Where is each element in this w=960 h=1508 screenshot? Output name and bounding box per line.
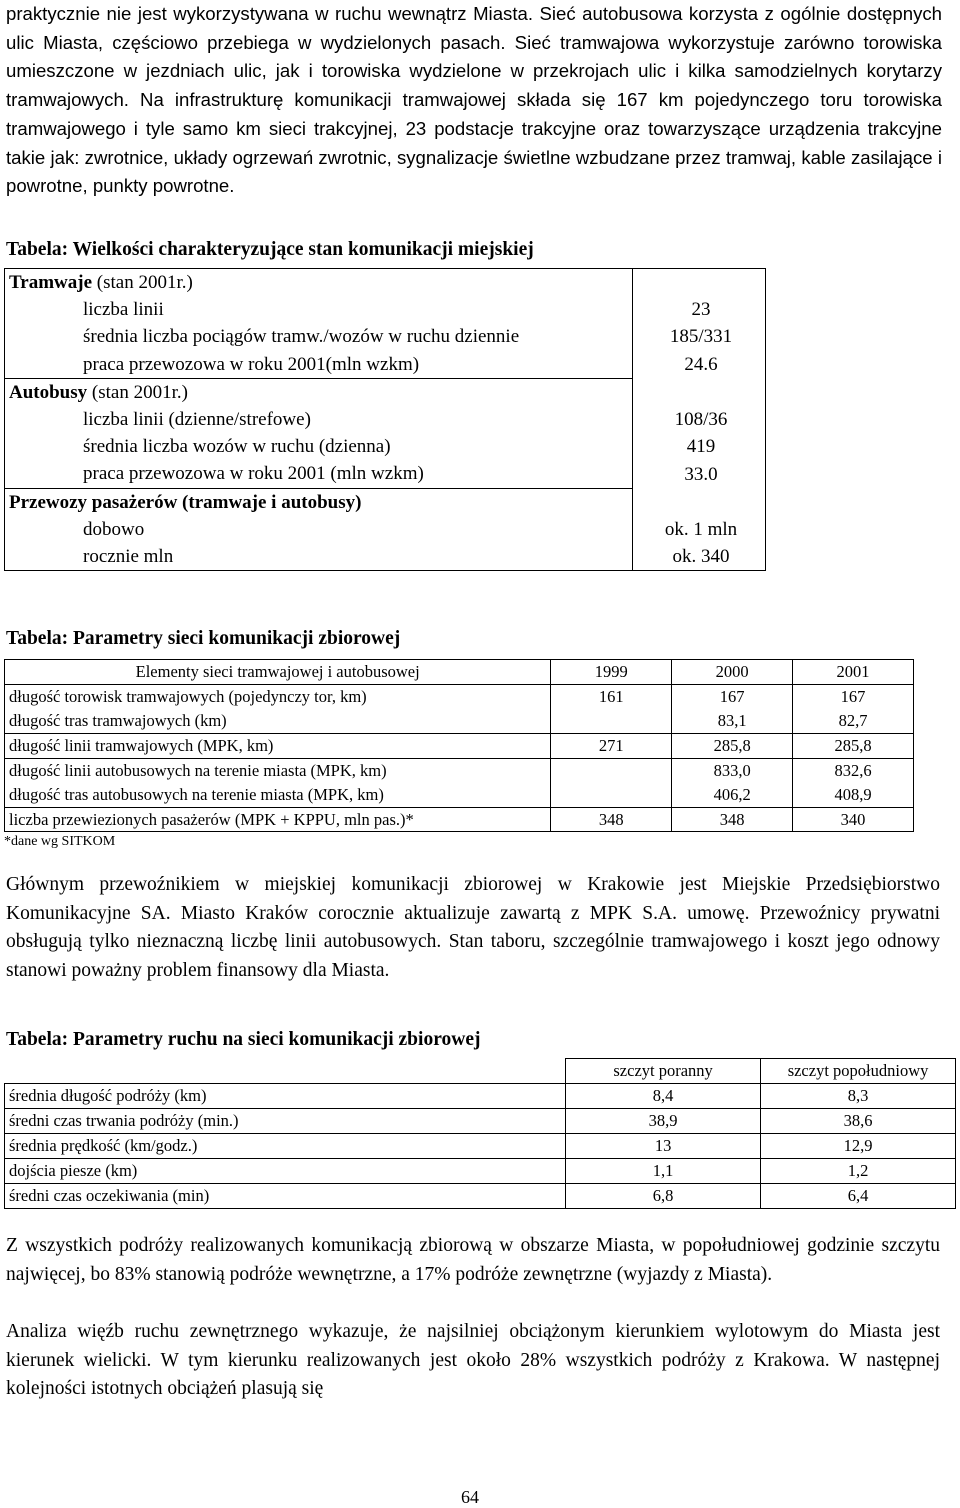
- table-row: rocznie mln ok. 340: [5, 543, 766, 571]
- table-section-buses: Autobusy (stan 2001r.): [5, 378, 766, 406]
- table-traffic-parameters: [4, 1058, 956, 1209]
- table-row: średnia długość podróży (km) 8,4 8,3: [5, 1084, 956, 1109]
- table-row: średnia liczba pociągów tramw./wozów w ruchu dziennie 185/331: [5, 323, 766, 350]
- table-row: średnia prędkość (km/godz.) 13 12,9: [5, 1134, 956, 1159]
- table2-caption: Tabela: Parametry sieci komunikacji zbiorowej: [6, 628, 401, 649]
- table-transport-stats: [4, 268, 766, 571]
- table-row: średni czas trwania podróży (min.) 38,9 38,6: [5, 1109, 956, 1134]
- paragraph-traffic-analysis: Analiza więźb ruchu zewnętrznego wykazuje, że najsilniej obciążonym kierunkiem wylotowym do Miasta jest kierunek wielicki. W tym kierunku realizowanych jest około 28% wszystkich podróży z Krakowa. W następnej kolejności istotnych obciążeń plasują się: [6, 1321, 940, 1400]
- header-2000: 2000: [672, 660, 793, 685]
- table-row: średnia liczba wozów w ruchu (dzienna) 419: [5, 433, 766, 460]
- table1-caption: Tabela: Wielkości charakteryzujące stan komunikacji miejskiej: [6, 239, 534, 260]
- table-section-passengers: Przewozy pasażerów (tramwaje i autobusy): [5, 488, 766, 516]
- table-row: długość linii autobusowych na terenie miasta (MPK, km) długość tras autobusowych na terenie miasta (MPK, km) 833,0 406,2 832,6 408,9: [5, 758, 914, 807]
- table-row: dojścia piesze (km) 1,1 1,2: [5, 1159, 956, 1184]
- header-2001: 2001: [793, 660, 914, 685]
- table2-footnote: *dane wg SITKOM: [4, 834, 116, 849]
- table-row: liczba linii (dzienne/strefowe) 108/36: [5, 406, 766, 433]
- table3-caption: Tabela: Parametry ruchu na sieci komunikacji zbiorowej: [6, 1029, 481, 1050]
- table-section-trams: [5, 269, 766, 297]
- table-row: liczba przewiezionych pasażerów (MPK + KPPU, mln pas.)* 348 348 340: [5, 807, 914, 832]
- header-afternoon-peak: szczyt popołudniowy: [761, 1059, 956, 1084]
- table-network-parameters: [4, 659, 914, 832]
- table-row: praca przewozowa w roku 2001(mln wzkm) 24.6: [5, 351, 766, 379]
- table-row: liczba linii 23: [5, 296, 766, 323]
- table-row: praca przewozowa w roku 2001 (mln wzkm) 33.0: [5, 460, 766, 488]
- table-header-row: [5, 660, 914, 685]
- header-elements: Elementy sieci tramwajowej i autobusowej: [5, 660, 551, 685]
- header-1999: 1999: [551, 660, 672, 685]
- table-row: średni czas oczekiwania (min) 6,8 6,4: [5, 1184, 956, 1209]
- header-morning-peak: szczyt poranny: [566, 1059, 761, 1084]
- table-header-row: [5, 1059, 956, 1084]
- page-number: 64: [461, 1487, 479, 1507]
- paragraph-operators: Głównym przewoźnikiem w miejskiej komunikacji zbiorowej w Krakowie jest Miejskie Przedsiębiorstwo Komunikacyjne SA. Miasto Kraków corocznie aktualizuje zawartą z MPK S.A. umowę. Przewoźnicy prywatni obsługują tylko nieznaczną liczbę linii autobusowych. Stan taboru, szczególnie tramwajowego i koszt jego odnowy stanowi poważny problem finansowy dla Miasta.: [6, 874, 940, 982]
- paragraph-infrastructure: praktycznie nie jest wykorzystywana w ruchu wewnątrz Miasta. Sieć autobusowa korzysta z ogólnie dostępnych ulic Miasta, częściowo przebiega w wydzielonych pasach. Sieć tramwajowa wykorzystuje zarówno torowiska umieszczone w jezdniach ulic, jak i torowiska wydzielone w przekrojach ulic i kilka samodzielnych korytarzy tramwajowych. Na infrastrukturę komunikacji tramwajowej składa się 167 km pojedynczego toru torowiska tramwajowego i tyle samo km sieci trakcyjnej, 23 podstacje trakcyjne oraz towarzyszące urządzenia trakcyjne takie jak: zwrotnice, układy ogrzewań zwrotnic, sygnalizacje świetlne wzbudzane przez tramwaj, kable zasilające i powrotne, punkty powrotne.: [6, 3, 942, 197]
- table-row: długość linii tramwajowych (MPK, km) 271 285,8 285,8: [5, 734, 914, 759]
- table-row: długość torowisk tramwajowych (pojedynczy tor, km) długość tras tramwajowych (km) 161 167 83,1 167 82,7: [5, 685, 914, 734]
- paragraph-trip-share: Z wszystkich podróży realizowanych komunikacją zbiorową w obszarze Miasta, w popołudniowej godzinie szczytu najwięcej, bo 83% stanowią podróże wewnętrzne, a 17% podróże zewnętrzne (wyjazdy z Miasta).: [6, 1235, 940, 1285]
- table-row: dobowo ok. 1 mln: [5, 516, 766, 543]
- section-label: Tramwaje (stan 2001r.): [5, 269, 633, 297]
